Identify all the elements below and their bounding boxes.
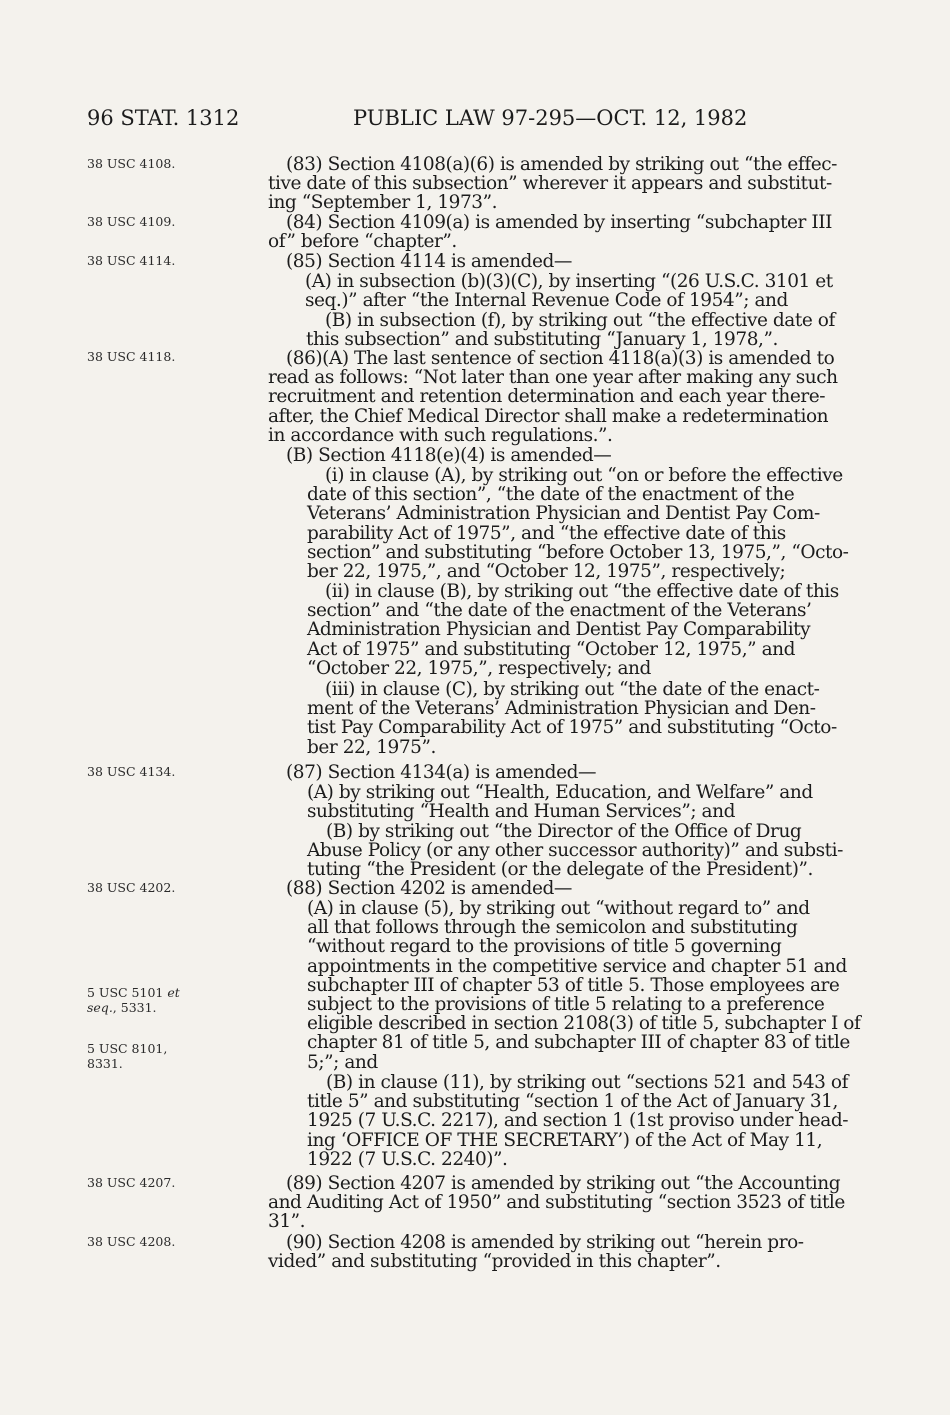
margin-note-5101-et: et (167, 985, 180, 1000)
text-line: Abuse Policy (or any other successor authority)” and substi- (307, 840, 843, 862)
text-line: of” before “chapter”. (268, 231, 457, 253)
text-line: subject to the provisions of title 5 relating to a preference (307, 994, 825, 1016)
text-line: chapter 81 of title 5, and subchapter III of chapter 83 of title (307, 1032, 850, 1054)
text-line: (ii) in clause (B), by striking out “the effective date of this (325, 581, 839, 602)
text-line: 1925 (7 U.S.C. 2217), and section 1 (1st proviso under head- (307, 1110, 849, 1132)
margin-note-5101-line1: 5 USC 5101 (87, 985, 168, 1000)
text-line: title 5” and substituting “section 1 of the Act of January 31, (307, 1091, 838, 1113)
text-line: (B) Section 4118(e)(4) is amended— (286, 445, 612, 466)
text-line: (B) by striking out “the Director of the Office of Drug (326, 821, 802, 842)
text-line: after, the Chief Medical Director shall make a redetermination (268, 405, 829, 427)
margin-note-4118: 38 USC 4118. (87, 349, 176, 364)
paragraph-88 (268, 879, 854, 898)
paragraph-86Biii (287, 680, 854, 757)
text-line: (i) in clause (A), by striking out “on or before the effective (325, 465, 843, 486)
text-line: (B) in clause (11), by striking out “sections 521 and 543 of (326, 1072, 848, 1093)
margin-note-5101-seq: seq. (87, 1000, 113, 1015)
text-line: (88) Section 4202 is amended— (286, 878, 572, 899)
text-line: (89) Section 4207 is amended by striking out “the Accounting (286, 1173, 841, 1194)
text-line: seq.)” after “the Internal Revenue Code of 1954”; and (305, 290, 788, 312)
text-line: (A) by striking out “Health, Education, and Welfare” and (307, 782, 813, 803)
text-line: “October 22, 1975,”, respectively; and (307, 657, 651, 679)
text-line: read as follows: “Not later than one year after making any such (268, 367, 838, 389)
text-line: ber 22, 1975”. (307, 736, 436, 758)
paragraph-84 (268, 213, 854, 251)
paragraph-88A (287, 898, 861, 1073)
paragraph-86Bi (287, 466, 854, 581)
text-line: ing “September 1, 1973”. (268, 192, 498, 214)
text-line: tive date of this subsection” wherever it appears and substitut- (268, 173, 832, 195)
page-header (87, 106, 747, 136)
text-line: section” and substituting “before October 13, 1975,”, “Octo- (307, 541, 849, 563)
margin-note-4202: 38 USC 4202. (87, 880, 176, 895)
text-line: (A) in clause (5), by striking out “without regard to” and (307, 898, 810, 919)
text-line: ing ‘OFFICE OF THE SECRETARY’) of the Act of May 11, (307, 1129, 823, 1151)
margin-note-4108: 38 USC 4108. (87, 156, 176, 171)
paragraph-87A (287, 783, 854, 821)
public-law-title: PUBLIC LAW 97-295—OCT. 12, 1982 (353, 106, 748, 130)
text-line: this subsection” and substituting “January 1, 1978,”. (306, 329, 778, 351)
text-line: Act of 1975” and substituting “October 12, 1975,” and (307, 638, 796, 660)
margin-note-8101-line1: 5 USC 8101, (87, 1041, 168, 1056)
margin-note-4114: 38 USC 4114. (87, 253, 176, 268)
text-line: (85) Section 4114 is amended— (286, 251, 572, 272)
margin-note-8101 (87, 1041, 199, 1071)
text-line: (87) Section 4134(a) is amended— (286, 762, 597, 783)
text-line: (B) in subsection (f), by striking out “the effective date of (325, 310, 835, 331)
text-line: ber 22, 1975,”, and “October 12, 1975”, respectively; (307, 561, 786, 583)
statute-page-number: 96 STAT. 1312 (87, 106, 240, 130)
margin-note-5101 (87, 985, 199, 1015)
text-line: all that follows through the semicolon and substituting (307, 917, 798, 939)
paragraph-85 (268, 252, 854, 271)
text-line: 31”. (268, 1211, 306, 1233)
text-line: (84) Section 4109(a) is amended by inserting “subchapter III (286, 212, 832, 233)
margin-note-8101-line2: 8331. (87, 1056, 123, 1071)
paragraph-88B (287, 1073, 854, 1169)
paragraph-86B (268, 446, 854, 465)
text-line: Veterans’ Administration Physician and Dentist Pay Com- (307, 503, 820, 525)
margin-note-4134: 38 USC 4134. (87, 764, 176, 779)
paragraph-89 (268, 1174, 854, 1232)
text-line: 1922 (7 U.S.C. 2240)”. (307, 1148, 508, 1170)
text-line: recruitment and retention determination and each year there- (268, 386, 826, 408)
text-line: subchapter III of chapter 53 of title 5. Those employees are (307, 974, 840, 996)
text-line: tist Pay Comparability Act of 1975” and substituting “Octo- (307, 717, 837, 739)
text-line: vided” and substituting “provided in this chapter”. (268, 1251, 721, 1273)
margin-note-4208: 38 USC 4208. (87, 1234, 176, 1249)
text-line: and Auditing Act of 1950” and substituting “section 3523 of title (268, 1192, 845, 1214)
text-line: appointments in the competitive service and chapter 51 and (307, 955, 847, 977)
text-line: in accordance with such regulations.”. (268, 424, 613, 446)
margin-note-5101-line2: , 5331. (112, 1000, 157, 1015)
text-line: Administration Physician and Dentist Pay Comparability (307, 619, 811, 641)
margin-note-4207: 38 USC 4207. (87, 1175, 176, 1190)
text-line: ment of the Veterans’ Administration Physician and Den- (307, 698, 816, 720)
paragraph-86A (268, 349, 854, 445)
paragraph-90 (268, 1233, 854, 1271)
text-line: date of this section”, “the date of the enactment of the (307, 484, 795, 506)
paragraph-85A (286, 272, 854, 310)
text-line: (A) in subsection (b)(3)(C), by inserting “(26 U.S.C. 3101 et (305, 271, 833, 292)
margin-note-4109: 38 USC 4109. (87, 214, 176, 229)
text-line: eligible described in section 2108(3) of title 5, subchapter I of (307, 1013, 861, 1035)
paragraph-83 (268, 155, 854, 213)
paragraph-87B (287, 822, 854, 880)
text-line: (83) Section 4108(a)(6) is amended by striking out “the effec- (286, 154, 837, 175)
text-line: parability Act of 1975”, and “the effective date of this (307, 522, 786, 544)
paragraph-86Bii (287, 582, 854, 678)
text-line: (iii) in clause (C), by striking out “the date of the enact- (325, 679, 820, 700)
text-line: (90) Section 4208 is amended by striking out “herein pro- (286, 1232, 804, 1253)
text-line: substituting “Health and Human Services”; and (307, 801, 735, 823)
text-line: tuting “the President (or the delegate of the President)”. (307, 859, 813, 881)
text-line: section” and “the date of the enactment of the Veterans’ (307, 600, 812, 622)
text-line: “without regard to the provisions of title 5 governing (307, 936, 782, 958)
paragraph-87 (268, 763, 854, 782)
text-line: (86)(A) The last sentence of section 4118(a)(3) is amended to (286, 348, 835, 369)
paragraph-85B (286, 311, 854, 349)
text-line: 5;”; and (307, 1051, 378, 1073)
